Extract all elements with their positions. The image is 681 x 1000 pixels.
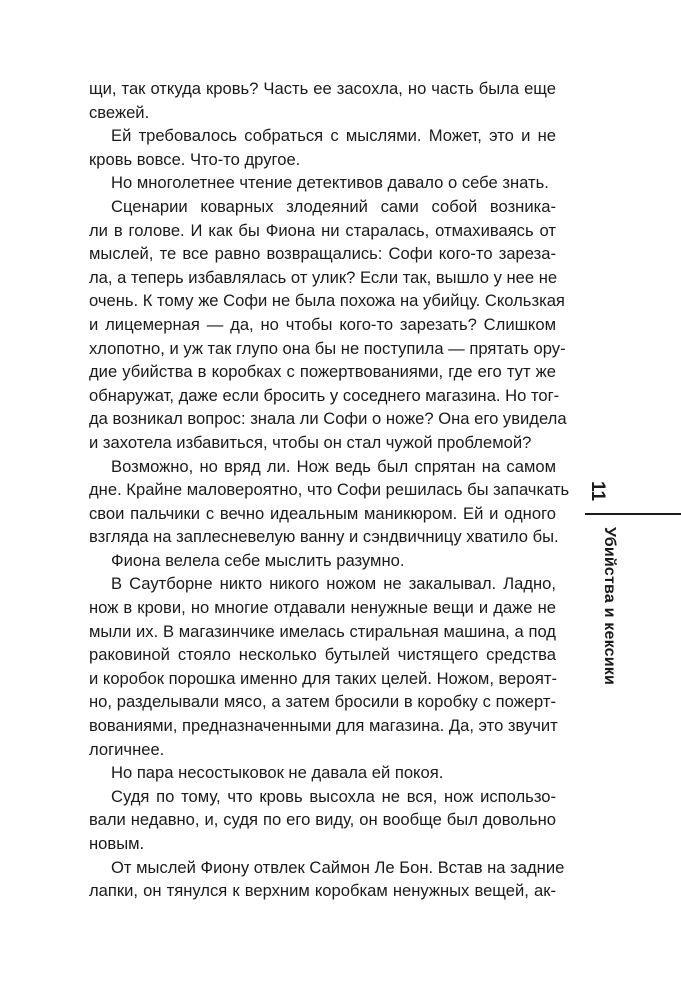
text-line: Но пара несостыковок не давала ей покоя. (111, 763, 444, 783)
text-line: и коробок порошка именно для таких целей. Ножом, вероят- (89, 668, 557, 688)
text-line: Возможно, но вряд ли. Нож ведь был спрятан на самом (111, 456, 556, 476)
text-line: новым. (89, 834, 145, 853)
text-line: Фиона велела себе мыслить разумно. (111, 550, 405, 570)
text-line: дне. Крайне маловероятно, что Софи решилась бы запачкать (89, 480, 570, 500)
text-line: кровь вовсе. Что-то другое. (89, 149, 301, 169)
page-number: 11 (587, 480, 608, 502)
text-line: свои пальчики с вечно идеальным маникюром. Ей и одного (89, 503, 556, 523)
text-line: да возникал вопрос: знала ли Софи о ноже? Она его увидела (89, 409, 567, 429)
text-line: вованиями, предназначенными для магазина. Да, это звучит (89, 716, 558, 736)
paragraph (89, 856, 565, 903)
text-line: Сценарии коварных злодеяний сами собой возника- (111, 196, 556, 216)
text-line: дие убийства в коробках с пожертвованиями, где его тут же (89, 362, 556, 382)
text-line: мыслей, те все равно возвращались: Софи кого-то зареза- (89, 244, 556, 264)
text-line: и захотела избавиться, чтобы он стал чужой проблемой? (89, 432, 532, 452)
paragraph (89, 171, 556, 195)
paragraph (89, 124, 556, 171)
paragraph (89, 785, 556, 856)
text-line: взгляда на заплесневелую ванну и сэндвичницу хватило бы. (89, 527, 559, 547)
paragraph (89, 455, 570, 549)
text-line: и лицемерная — да, но чтобы кого-то зарезать? Слишком (89, 314, 556, 334)
text-line: ла, а теперь избавлялась от улик? Если так, вышло у нее не (89, 267, 558, 287)
paragraph (89, 761, 556, 785)
text-line: Судя по тому, что кровь высохла не вся, нож использо- (111, 786, 556, 806)
text-line: но, разделывали мясо, а затем бросили в коробку с пожерт- (89, 692, 556, 712)
text-line: Но многолетнее чтение детективов давало о себе знать. (111, 173, 549, 193)
text-line: От мыслей Фиону отвлек Саймон Ле Бон. Встав на задние (111, 857, 565, 877)
text-line: нож в крови, но многие отдавали ненужные вещи и даже не (89, 598, 556, 618)
text-line: логичнее. (89, 739, 165, 759)
running-title: Убийства и кексики (601, 527, 618, 685)
paragraph (89, 195, 567, 455)
text-line: мыли их. В магазинчике имелась стиральная машина, а под (89, 621, 556, 641)
body-text (89, 77, 570, 903)
paragraph (89, 77, 556, 124)
text-line: свежей. (89, 102, 150, 122)
text-line: В Саутборне никто никого ножом не закалывал. Ладно, (111, 574, 556, 594)
side-divider (585, 513, 681, 515)
text-line: раковиной стояло несколько бутылей чистящего средства (89, 645, 556, 665)
text-line: лапки, он тянулся к верхним коробкам ненужных вещей, ак- (89, 881, 556, 901)
paragraph (89, 572, 556, 761)
text-line: обнаружат, даже если бросить у соседнего магазина. Но тог- (89, 385, 560, 405)
text-line: вали недавно, и, судя по его виду, он вообще был довольно (89, 810, 556, 830)
text-line: щи, так откуда кровь? Часть ее засохла, но часть была еще (89, 79, 556, 98)
text-line: хлопотно, и уж так глупо она бы не поступила — прятать ору- (89, 338, 566, 358)
text-line: Ей требовалось собраться с мыслями. Может, это и не (111, 126, 556, 146)
text-line: ли в голове. И как бы Фиона ни старалась, отмахиваясь от (89, 220, 556, 240)
paragraph (89, 549, 556, 573)
text-line: очень. К тому же Софи не была похожа на убийцу. Скользкая (89, 291, 565, 311)
